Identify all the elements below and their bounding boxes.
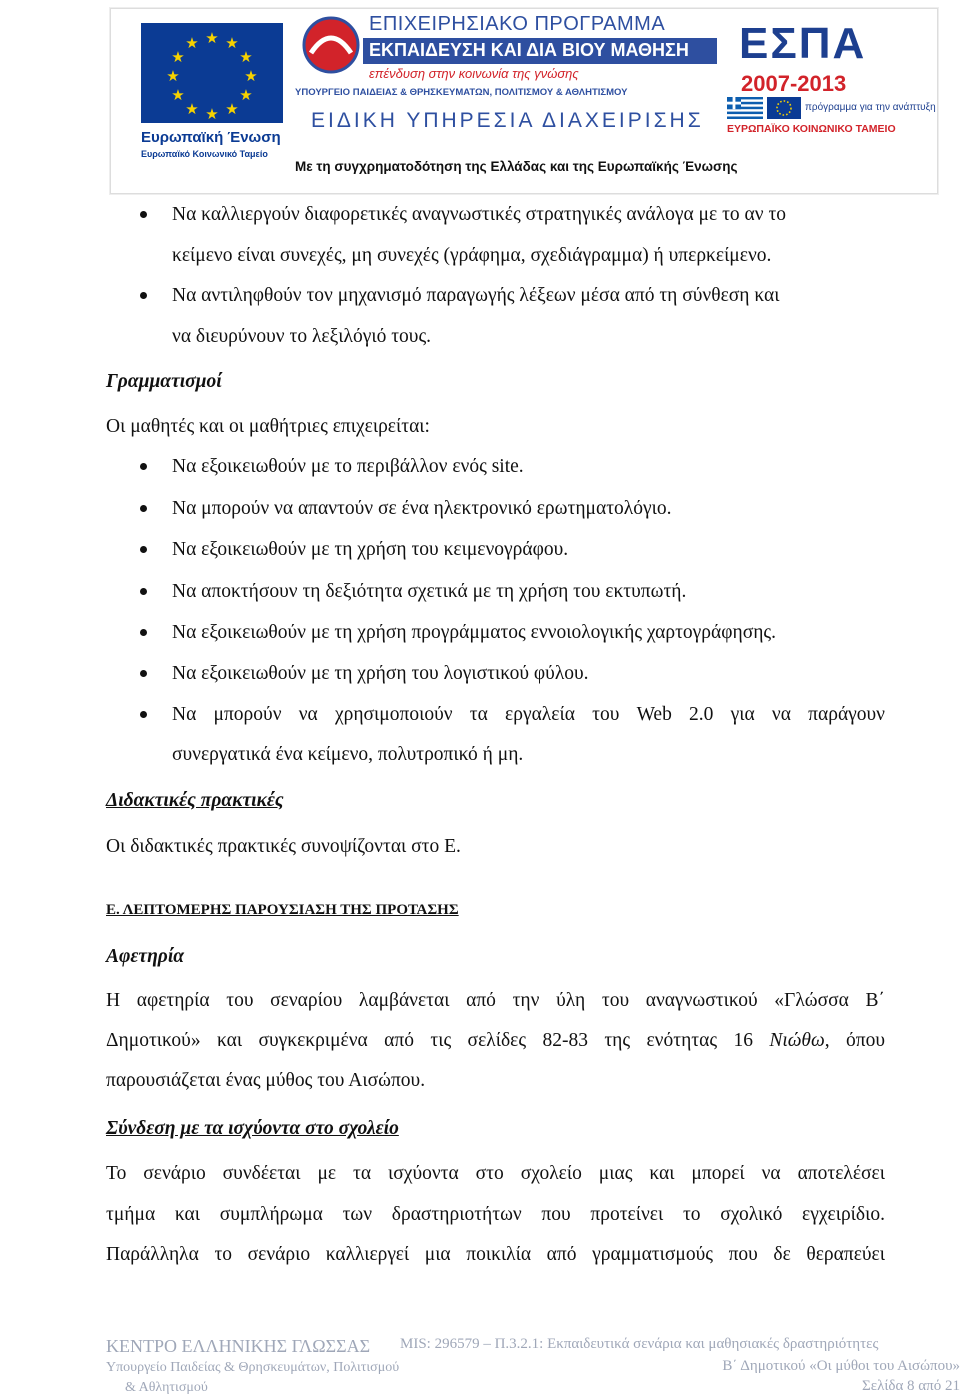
bullet-icon: [140, 463, 147, 470]
espa-fund: ΕΥΡΩΠΑΪΚΟ ΚΟΙΝΩΝΙΚΟ ΤΑΜΕΙΟ: [727, 123, 896, 135]
practices-heading: Διδακτικές πρακτικές: [106, 790, 284, 811]
svg-text:★: ★: [166, 67, 180, 85]
svg-text:★: ★: [185, 100, 199, 118]
literacy-item: Να αποκτήσουν τη δεξιότητα σχετικά με τη χρήση του εκτυπωτή.: [172, 581, 687, 602]
literacies-intro: Οι μαθητές και οι μαθήτριες επιχειρείται:: [106, 416, 430, 437]
intro-bullet-line: κείμενο είναι συνεχές, μη συνεχές (γράφημα, σχεδιάγραμμα) ή υπερκείμενο.: [172, 245, 772, 266]
text-span-italic: Νιώθω: [769, 1030, 825, 1051]
svg-text:★: ★: [225, 34, 239, 52]
eu-flag-logo: [141, 23, 283, 123]
svg-text:★: ★: [171, 86, 185, 104]
footer-org: ΚΕΝΤΡΟ ΕΛΛΗΝΙΚΗΣ ΓΛΩΣΣΑΣ: [106, 1336, 371, 1356]
svg-text:★: ★: [239, 86, 253, 104]
svg-text:★: ★: [244, 67, 258, 85]
start-paragraph-line-2: [106, 1029, 885, 1053]
svg-text:★: ★: [205, 105, 219, 123]
svg-text:★: ★: [239, 48, 253, 66]
program-line1: ΕΠΙΧΕΙΡΗΣΙΑΚΟ ΠΡΟΓΡΑΜΜΑ: [369, 13, 666, 35]
cofunding-line: Με τη συγχρηματοδότηση της Ελλάδας και της Ευρωπαϊκής Ένωσης: [295, 159, 738, 174]
eu-caption-title: Ευρωπαϊκή Ένωση: [141, 129, 281, 146]
eu-caption-sub: Ευρωπαϊκό Κοινωνικό Ταμείο: [141, 149, 268, 159]
bullet-icon: [140, 629, 147, 636]
svg-text:★: ★: [171, 48, 185, 66]
text-span: Δημοτικού» και συγκεκριμένα από τις σελίδες 82-83 της ενότητας 16: [106, 1030, 770, 1051]
eu-small-flag-icon: [767, 97, 801, 119]
intro-bullet-line: να διευρύνουν το λεξιλόγιό τους.: [172, 326, 432, 347]
literacy-item: Να εξοικειωθούν με τη χρήση του κειμενογράφου.: [172, 539, 569, 560]
ministry-line: ΥΠΟΥΡΓΕΙΟ ΠΑΙΔΕΙΑΣ & ΘΡΗΣΚΕΥΜΑΤΩΝ, ΠΟΛΙΤΙΣΜΟΥ & ΑΘΛΗΤΙΣΜΟΥ: [295, 87, 628, 98]
svg-text:★: ★: [205, 29, 219, 47]
footer-ministry-line1: Υπουργείο Παιδείας & Θρησκευμάτων, Πολιτισμού: [106, 1360, 400, 1375]
bullet-icon: [140, 211, 147, 218]
practices-text: Οι διδακτικές πρακτικές συνοψίζονται στο Ε.: [106, 836, 461, 857]
bullet-icon: [140, 711, 147, 718]
program-line2: ΕΚΠΑΙΔΕΥΣΗ ΚΑΙ ΔΙΑ ΒΙΟΥ ΜΑΘΗΣΗ: [369, 40, 689, 60]
literacy-item: Να εξοικειωθούν με τη χρήση του λογιστικού φύλου.: [172, 663, 589, 684]
link-paragraph-line: Παράλληλα το σενάριο καλλιεργεί μια ποικιλία από γραμματισμούς που δε θεραπεύει: [106, 1244, 885, 1265]
literacy-item: Να εξοικειωθούν με το περιβάλλον ενός site.: [172, 456, 524, 477]
espa-title: ΕΣΠΑ: [739, 19, 867, 68]
svg-text:★: ★: [225, 100, 239, 118]
literacy-item: Να μπορούν να απαντούν σε ένα ηλεκτρονικό ερωτηματολόγιο.: [172, 498, 672, 519]
start-paragraph-line: παρουσιάζεται ένας μύθος του Αισώπου.: [106, 1070, 426, 1091]
footer-mis: MIS: 296579 – Π.3.2.1: Εκπαιδευτικά σενάρια και μαθησιακές δραστηριότητες: [400, 1336, 879, 1352]
espa-slogan: πρόγραμμα για την ανάπτυξη: [805, 102, 936, 113]
espa-years: 2007-2013: [741, 71, 847, 96]
section-e-heading: Ε. ΛΕΠΤΟΜΕΡΗΣ ΠΑΡΟΥΣΙΑΣΗ ΤΗΣ ΠΡΟΤΑΣΗΣ: [106, 902, 459, 918]
bullet-icon: [140, 505, 147, 512]
literacy-item: Να μπορούν να χρησιμοποιούν τα εργαλεία του Web 2.0 για να παράγουν: [172, 704, 885, 725]
bullet-icon: [140, 670, 147, 677]
bullet-icon: [140, 546, 147, 553]
intro-bullet-line: Να καλλιεργούν διαφορετικές αναγνωστικές στρατηγικές ανάλογα με το αν το: [172, 204, 787, 225]
program-logo-emblem: [301, 15, 361, 75]
footer-page-number: Σελίδα 8 από 21: [862, 1378, 960, 1394]
literacy-item: συνεργατικά ένα κείμενο, πολυτροπικό ή μη.: [172, 744, 524, 765]
start-paragraph-line: Η αφετηρία του σεναρίου λαμβάνεται από την ύλη του αναγνωστικού «Γλώσσα Β΄: [106, 990, 885, 1011]
agency-line: ΕΙΔΙΚΗ ΥΠΗΡΕΣΙΑ ΔΙΑΧΕΙΡΙΣΗΣ: [311, 109, 704, 132]
link-paragraph-line: τμήμα και συμπλήρωμα των δραστηριοτήτων που προτείνει το σχολικό εγχειρίδιο.: [106, 1204, 885, 1225]
bullet-icon: [140, 292, 147, 299]
literacies-heading: Γραμματισμοί: [106, 371, 222, 392]
text-span: , όπου: [824, 1030, 886, 1051]
literacy-item: Να εξοικειωθούν με τη χρήση προγράμματος εννοιολογικής χαρτογράφησης.: [172, 622, 776, 643]
header-banner: [110, 8, 938, 194]
intro-bullet-line: Να αντιληφθούν τον μηχανισμό παραγωγής λέξεων μέσα από τη σύνθεση και: [172, 285, 780, 306]
footer-ministry-line2: & Αθλητισμού: [125, 1380, 208, 1395]
link-paragraph-line: Το σενάριο συνδέεται με τα ισχύοντα στο σχολείο μιας και μπορεί να αποτελέσει: [106, 1163, 885, 1184]
start-heading: Αφετηρία: [106, 946, 185, 967]
program-slogan: επένδυση στην κοινωνία της γνώσης: [369, 66, 579, 81]
bullet-icon: [140, 588, 147, 595]
greek-flag-icon: [727, 97, 763, 119]
svg-text:★: ★: [185, 34, 199, 52]
link-heading: Σύνδεση με τα ισχύοντα στο σχολείο: [106, 1118, 399, 1139]
footer-scenario: Β΄ Δημοτικού «Οι μύθοι του Αισώπου»: [722, 1358, 960, 1374]
